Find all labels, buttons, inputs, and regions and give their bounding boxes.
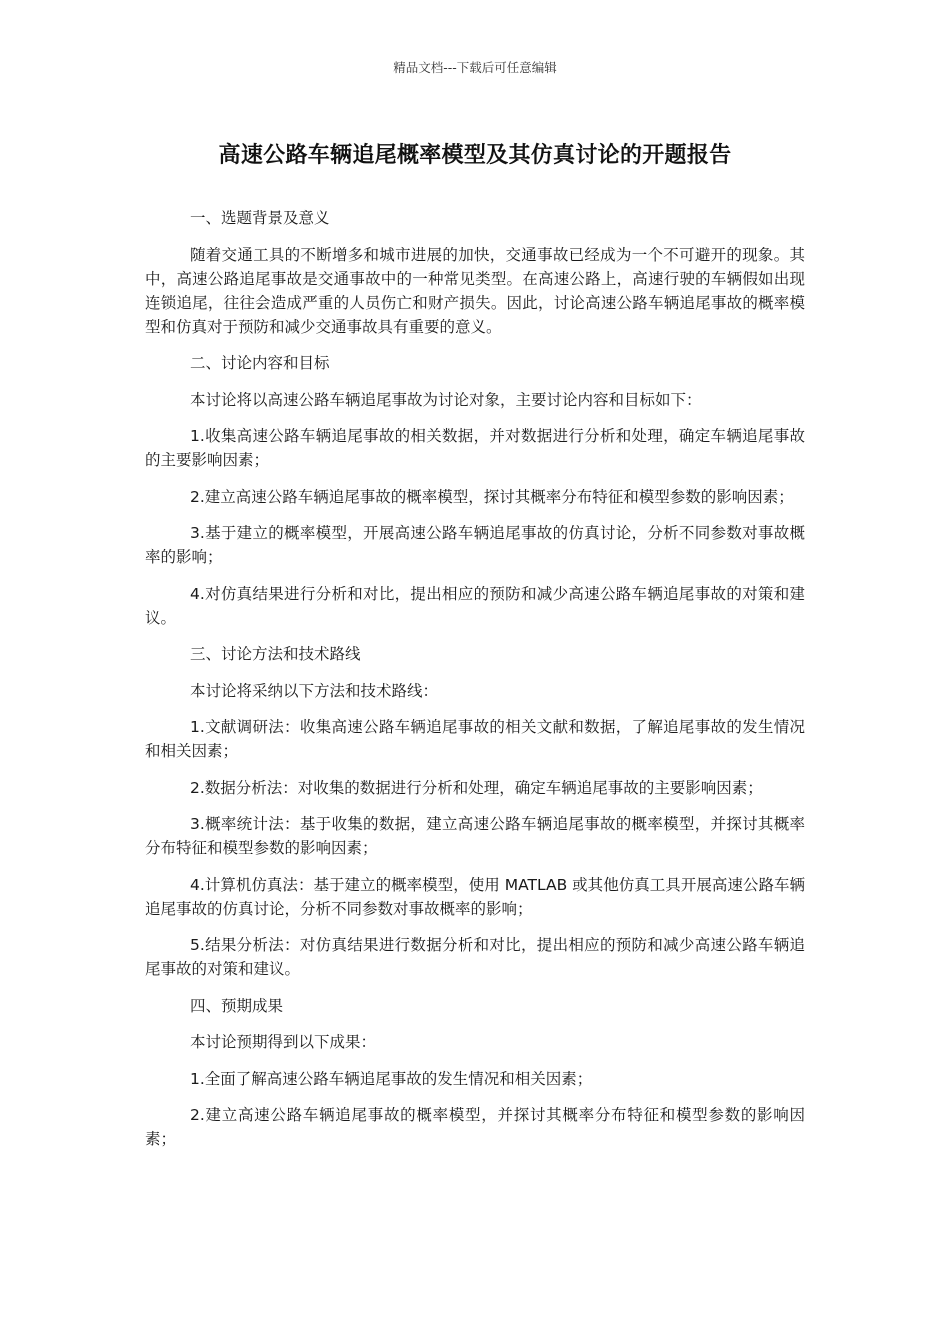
list-item: 2.建立高速公路车辆追尾事故的概率模型，探讨其概率分布特征和模型参数的影响因素； — [190, 487, 794, 506]
list-item: 3.基于建立的概率模型，开展高速公路车辆追尾事故的仿真讨论，分析不同参数对事故概率的影响； — [145, 524, 805, 566]
list-item: 5.结果分析法：对仿真结果进行数据分析和对比，提出相应的预防和减少高速公路车辆追尾事故的对策和建议。 — [145, 936, 805, 978]
section-heading-methods: 三、讨论方法和技术路线 — [190, 645, 361, 663]
paragraph-methods-intro: 本讨论将采纳以下方法和技术路线： — [190, 681, 439, 700]
list-item: 1.文献调研法：收集高速公路车辆追尾事故的相关文献和数据，了解追尾事故的发生情况和相关因素； — [145, 718, 805, 760]
document-body — [145, 206, 805, 1164]
paragraph-background: 随着交通工具的不断增多和城市进展的加快，交通事故已经成为一个不可避开的现象。其中，高速公路追尾事故是交通事故中的一种常见类型。在高速公路上，高速行驶的车辆假如出现连锁追尾，往往会造成严重的人员伤亡和财产损失。因此，讨论高速公路车辆追尾事故的概率模型和仿真对于预防和减少交通事故具有重要的意义。 — [145, 245, 805, 336]
document-title: 高速公路车辆追尾概率模型及其仿真讨论的开题报告 — [218, 143, 732, 168]
list-item: 4.对仿真结果进行分析和对比，提出相应的预防和减少高速公路车辆追尾事故的对策和建议。 — [145, 584, 805, 627]
paragraph-outcomes-intro: 本讨论预期得到以下成果： — [190, 1033, 377, 1051]
list-item: 1.收集高速公路车辆追尾事故的相关数据，并对数据进行分析和处理，确定车辆追尾事故的主要影响因素； — [145, 427, 805, 469]
list-item: 2.数据分析法：对收集的数据进行分析和处理，确定车辆追尾事故的主要影响因素； — [190, 778, 763, 797]
list-item: 1.全面了解高速公路车辆追尾事故的发生情况和相关因素； — [190, 1069, 593, 1088]
list-item: 3.概率统计法：基于收集的数据，建立高速公路车辆追尾事故的概率模型，并探讨其概率分布特征和模型参数的影响因素； — [145, 815, 805, 857]
section-heading-background: 一、选题背景及意义 — [190, 209, 330, 227]
list-item: 2.建立高速公路车辆追尾事故的概率模型，并探讨其概率分布特征和模型参数的影响因素； — [145, 1106, 805, 1148]
section-heading-content: 二、讨论内容和目标 — [190, 354, 330, 372]
paragraph-content-intro: 本讨论将以高速公路车辆追尾事故为讨论对象，主要讨论内容和目标如下： — [190, 390, 702, 409]
page-header: 精品文档---下载后可任意编辑 — [393, 60, 557, 75]
section-heading-outcomes: 四、预期成果 — [190, 996, 284, 1015]
list-item: 4.计算机仿真法：基于建立的概率模型，使用 MATLAB 或其他仿真工具开展高速公路车辆追尾事故的仿真讨论，分析不同参数对事故概率的影响； — [145, 875, 805, 918]
